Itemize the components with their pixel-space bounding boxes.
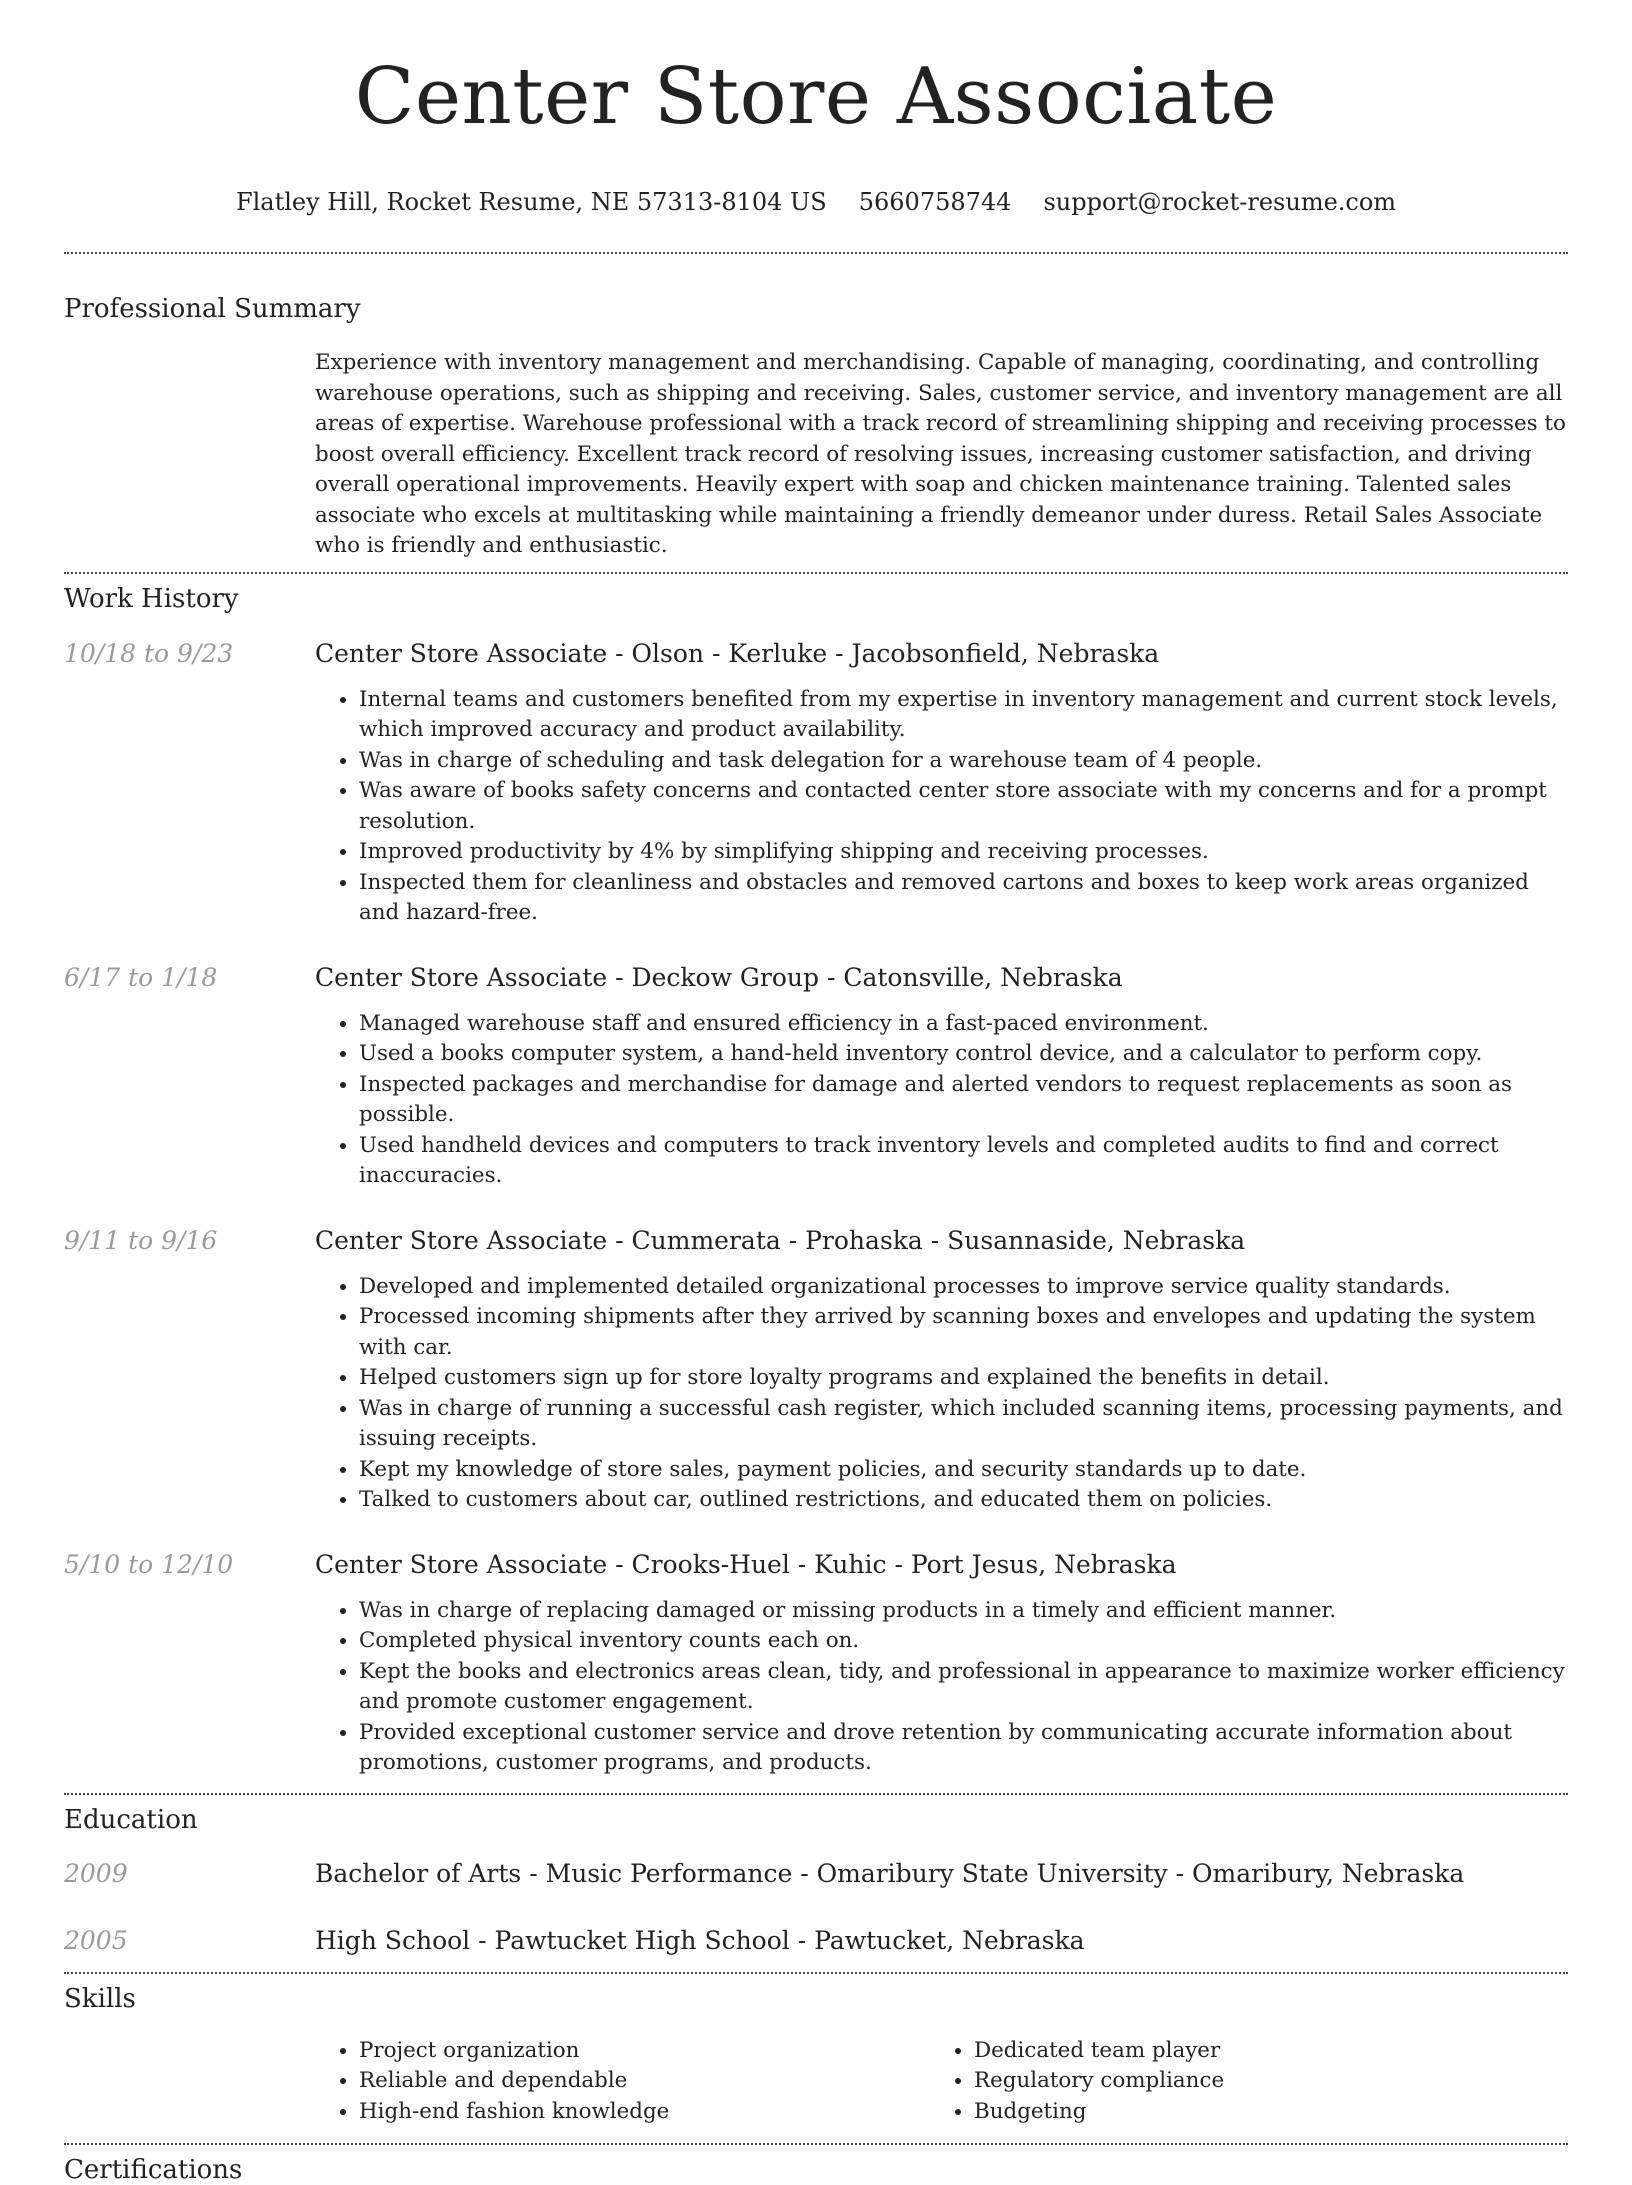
job-bullet: • Kept the books and electronics areas clean, tidy, and professional in appearance to maximize worker efficiency and promote customer engagement.	[359, 1657, 1568, 1718]
certifications-section	[64, 2155, 1568, 2185]
job-entry	[64, 1224, 1568, 1516]
job-bullet: • Talked to customers about car, outlined restrictions, and educated them on policies.	[359, 1485, 1568, 1516]
contact-address: Flatley Hill, Rocket Resume, NE 57313-8104 US	[235, 188, 827, 217]
skill-item: • Project organization	[359, 2036, 930, 2067]
job-title: Center Store Associate - Deckow Group - Catonsville, Nebraska	[315, 962, 1123, 992]
summary-heading: Professional Summary	[64, 294, 361, 325]
section-divider	[64, 572, 1568, 574]
skills-list	[315, 2036, 1568, 2128]
skill-item: • Regulatory compliance	[974, 2066, 1545, 2097]
job-entry	[64, 1548, 1568, 1779]
certifications-heading: Certifications	[64, 2155, 243, 2185]
job-entry	[64, 961, 1568, 1192]
education-year: 2009	[64, 1858, 128, 1888]
job-bullet: • Developed and implemented detailed organizational processes to improve service quality standards.	[359, 1272, 1568, 1303]
job-bullet: • Used handheld devices and computers to track inventory levels and completed audits to find and correct inaccuracies.	[359, 1131, 1568, 1192]
contact-phone: 5660758744	[858, 188, 1012, 217]
section-divider	[64, 2143, 1568, 2145]
summary-text: Experience with inventory management and merchandising. Capable of managing, coordinating, and controlling warehouse operations, such as shipping and receiving. Sales, customer service, and inventory management are all areas of expertise. Warehouse professional with a track record of streamlining shipping and receiving processes to boost overall efficiency. Excellent track record of resolving issues, increasing customer satisfaction, and driving overall operational improvements. Heavily expert with soap and chicken maintenance training. Talented sales associate who excels at multitasking while maintaining a friendly demeanor under duress. Retail Sales Associate who is friendly and enthusiastic.	[315, 350, 1566, 559]
job-title: Center Store Associate - Cummerata - Prohaska - Susannaside, Nebraska	[315, 1225, 1246, 1255]
section-divider	[64, 1972, 1568, 1974]
skills-section	[64, 1984, 1568, 2128]
job-bullet: • Inspected packages and merchandise for damage and alerted vendors to request replacements as soon as possible.	[359, 1070, 1568, 1131]
job-bullets	[315, 1009, 1568, 1192]
education-detail: High School - Pawtucket High School - Pawtucket, Nebraska	[315, 1925, 1085, 1955]
job-bullets	[315, 1272, 1568, 1516]
job-bullet: • Was aware of books safety concerns and contacted center store associate with my concerns and for a prompt resolution.	[359, 776, 1568, 837]
job-dates: 9/11 to 9/16	[64, 1225, 218, 1255]
education-entry	[64, 1857, 1568, 1891]
job-bullet: • Processed incoming shipments after they arrived by scanning boxes and envelopes and updating the system with car.	[359, 1302, 1568, 1363]
job-dates: 10/18 to 9/23	[64, 638, 234, 668]
skills-column-right	[930, 2036, 1545, 2128]
job-bullet: • Was in charge of running a successful cash register, which included scanning items, processing payments, and issuing receipts.	[359, 1394, 1568, 1455]
job-title: Center Store Associate - Olson - Kerluke - Jacobsonfield, Nebraska	[315, 638, 1160, 668]
candidate-name: Center Store Associate	[354, 52, 1278, 142]
skill-item: • Reliable and dependable	[359, 2066, 930, 2097]
education-entry	[64, 1924, 1568, 1958]
job-bullet: • Inspected them for cleanliness and obstacles and removed cartons and boxes to keep work areas organized and hazard-free.	[359, 868, 1568, 929]
job-entry	[64, 637, 1568, 929]
education-section	[64, 1805, 1568, 1958]
job-bullet: • Kept my knowledge of store sales, payment policies, and security standards up to date.	[359, 1455, 1568, 1486]
job-bullet: • Provided exceptional customer service and drove retention by communicating accurate information about promotions, customer programs, and products.	[359, 1718, 1568, 1779]
job-bullets	[315, 685, 1568, 929]
education-detail: Bachelor of Arts - Music Performance - Omaribury State University - Omaribury, Nebraska	[315, 1858, 1465, 1888]
skills-column-left	[315, 2036, 930, 2128]
job-bullet: • Used a books computer system, a hand-held inventory control device, and a calculator to perform copy.	[359, 1039, 1568, 1070]
work-history-section	[64, 584, 1568, 1779]
job-bullet: • Helped customers sign up for store loyalty programs and explained the benefits in detail.	[359, 1363, 1568, 1394]
work-history-heading: Work History	[64, 583, 239, 614]
skill-item: • High-end fashion knowledge	[359, 2097, 930, 2128]
summary-section	[64, 294, 1568, 562]
education-heading: Education	[64, 1804, 198, 1835]
contact-email: support@rocket-resume.com	[1043, 188, 1397, 217]
job-title: Center Store Associate - Crooks-Huel - Kuhic - Port Jesus, Nebraska	[315, 1549, 1177, 1579]
section-divider	[64, 252, 1568, 254]
job-bullet: • Managed warehouse staff and ensured efficiency in a fast-paced environment.	[359, 1009, 1568, 1040]
job-bullet: • Was in charge of scheduling and task delegation for a warehouse team of 4 people.	[359, 746, 1568, 777]
skills-heading: Skills	[64, 1983, 136, 2014]
section-divider	[64, 1793, 1568, 1795]
job-bullets	[315, 1596, 1568, 1779]
skill-item: • Budgeting	[974, 2097, 1545, 2128]
education-year: 2005	[64, 1925, 128, 1955]
contact-line	[64, 188, 1568, 216]
resume-page	[64, 0, 1568, 2185]
job-dates: 6/17 to 1/18	[64, 962, 218, 992]
skill-item: • Dedicated team player	[974, 2036, 1545, 2067]
job-bullet: • Completed physical inventory counts each on.	[359, 1626, 1568, 1657]
job-bullet: • Was in charge of replacing damaged or missing products in a timely and efficient manner.	[359, 1596, 1568, 1627]
job-bullet: • Internal teams and customers benefited from my expertise in inventory management and current stock levels, which improved accuracy and product availability.	[359, 685, 1568, 746]
job-dates: 5/10 to 12/10	[64, 1549, 234, 1579]
job-bullet: • Improved productivity by 4% by simplifying shipping and receiving processes.	[359, 837, 1568, 868]
